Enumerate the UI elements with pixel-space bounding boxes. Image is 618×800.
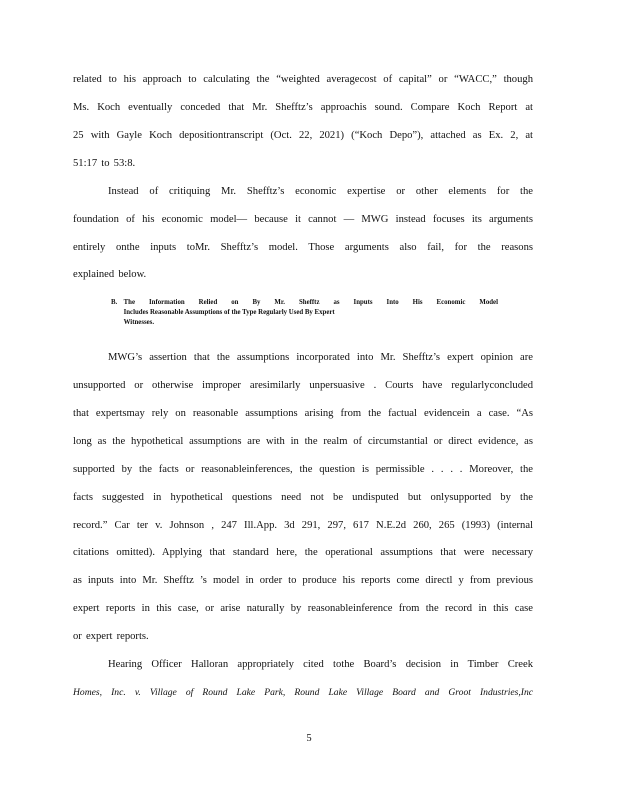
body-text-line: expert reports in this case, or arise naturally by reasonableinference from the record in this case <box>73 603 533 614</box>
body-text-line: MWG’s assertion that the assumptions incorporated into Mr. Shefftz’s expert opinion are <box>108 352 533 363</box>
body-text-line: 51:17 to 53:8. <box>73 158 136 169</box>
body-text-line: that expertsmay rely on reasonable assumptions arising from the factual evidencein a case. “As <box>73 408 533 419</box>
section-heading-line <box>111 297 498 307</box>
body-text-line: citations omitted). Applying that standard here, the operational assumptions that were necessary <box>73 547 533 558</box>
body-text-line: or expert reports. <box>73 631 149 642</box>
body-text-line: facts suggested in hypothetical questions need not be undisputed but onlysupported by the <box>73 492 533 503</box>
body-text-line: record.” Car ter v. Johnson , 247 Ill.App. 3d 291, 297, 617 N.E.2d 260, 265 (1993) (internal <box>73 520 533 531</box>
body-text-line: foundation of his economic model— because it cannot — MWG instead focuses its arguments <box>73 214 533 225</box>
section-heading-text: The Information Relied on By Mr. Shefftz as Inputs Into His Economic Model <box>123 297 498 306</box>
body-text-line: Homes, Inc. v. Village of Round Lake Park, Round Lake Village Board and Groot Industries,Inc <box>73 687 533 698</box>
section-heading-line: Includes Reasonable Assumptions of the Type Regularly Used By Expert <box>123 307 335 316</box>
body-text-line: Ms. Koch eventually conceded that Mr. Shefftz’s approachis sound. Compare Koch Report at <box>73 102 533 113</box>
body-text-line: Hearing Officer Halloran appropriately cited tothe Board’s decision in Timber Creek <box>108 659 533 670</box>
body-text-line: explained below. <box>73 269 147 280</box>
body-text-line: entirely onthe inputs toMr. Shefftz’s model. Those arguments also fail, for the reasons <box>73 242 533 253</box>
body-text-line: 25 with Gayle Koch depositiontranscript (Oct. 22, 2021) (“Koch Depo”), attached as Ex. 2, at <box>73 130 533 141</box>
section-heading <box>111 297 498 327</box>
body-text-line: related to his approach to calculating the “weighted averagecost of capital” or “WACC,” though <box>73 74 533 85</box>
body-text-line: as inputs into Mr. Shefftz ’s model in order to produce his reports come directl y from previous <box>73 575 533 586</box>
body-text-line: supported by the facts or reasonableinferences, the question is permissible . . . . Moreover, the <box>73 464 533 475</box>
body-text-line: unsupported or otherwise improper aresimilarly unpersuasive . Courts have regularlyconcluded <box>73 380 533 391</box>
body-text-line: long as the hypothetical assumptions are with in the realm of circumstantial or direct evidence, as <box>73 436 533 447</box>
section-heading-line: Witnesses. <box>123 317 155 326</box>
section-heading-marker: B. <box>111 297 118 306</box>
body-text-line: Instead of critiquing Mr. Shefftz’s economic expertise or other elements for the <box>108 186 533 197</box>
page-number: 5 <box>306 733 312 744</box>
